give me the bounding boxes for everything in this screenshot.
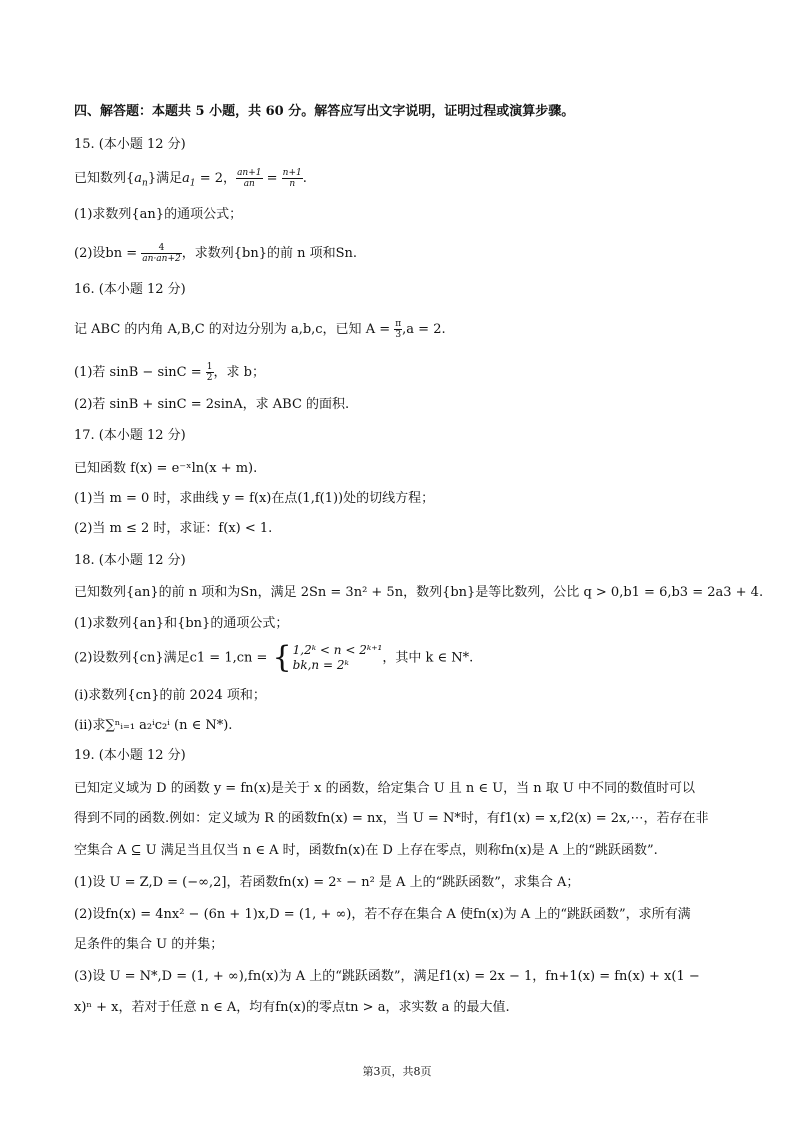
q18-part-i: (i)求数列{cn}的前 2024 项和； [74,688,266,703]
q17-part-1: (1)当 m = 0 时，求曲线 y = f(x)在点(1,f(1))处的切线方程； [74,491,435,506]
q15-header: 15. (本小题 12 分) [74,137,186,152]
q18-cases [293,643,383,673]
q18-part-ii: (ii)求∑ⁿᵢ₌₁ a₂ⁱc₂ⁱ (n ∈ N*). [74,718,233,733]
q15-part-1: (1)求数列{an}的通项公式； [74,207,243,222]
q19-part-2b: 足条件的集合 U 的并集； [74,937,224,952]
q16-stem [74,319,446,340]
q19-part-3a: (3)设 U = N*,D = (1, + ∞),fn(x)为 A 上的“跳跃函数”，满足f1(x) = 2x − 1，fn+1(x) = fn(x) + x(1 − [74,969,700,984]
q16-frac: $\frac{\pi}{3}$ [395,319,402,340]
q18-p2-b: ，其中 k ∈ N*. [382,650,474,666]
q15-stem-end: . [302,171,307,186]
q16-stem-a: 记 ABC 的内角 A,B,C 的对边分别为 a,b,c，已知 A = [74,322,395,337]
q18-stem: 已知数列{an}的前 n 项和为Sn，满足 2Sn = 3n² + 5n，数列{bn}是等比数列，公比 q > 0,b1 = 6,b3 = 2a3 + 4. [74,585,764,600]
q18-case-1: 1,2ᵏ < n < 2ᵏ⁺¹ [292,643,383,657]
q16-p1-b: ，求 b； [213,365,265,380]
q19-part-3b: x)ⁿ + x，若对于任意 n ∈ A，均有fn(x)的零点tn > a，求实数 a 的最大值. [74,1000,510,1015]
q16-p1-frac: $\frac{1}{2}$ [206,362,213,383]
q18-header: 18. (本小题 12 分) [74,553,186,568]
q16-p1-a: (1)若 sinB − sinC = [74,365,206,380]
q19-line-3: 空集合 A ⊆ U 满足当且仅当 n ∈ A 时，函数fn(x)在 D 上存在零点，则称fn(x)是 A 上的“跳跃函数”. [74,843,658,858]
q18-part-2 [74,640,474,675]
q16-part-1 [74,362,265,383]
q19-header: 19. (本小题 12 分) [74,748,186,763]
q19-line-2: 得到不同的函数.例如：定义域为 R 的函数fn(x) = nx，当 U = N*时，有f1(x) = x,f2(x) = 2x,⋯，若存在非 [74,811,709,826]
q15-p2-b: ，求数列{bn}的前 n 项和Sn. [181,246,358,261]
q16-stem-b: ,a = 2. [402,322,446,337]
q18-p2-a: (2)设数列{cn}满足c1 = 1,cn = [74,650,272,666]
q16-header: 16. (本小题 12 分) [74,282,186,297]
q18-case-2: bk,n = 2ᵏ [292,658,349,672]
page-footer: 第3页，共8页 [362,1065,432,1078]
q15-an: $a_n$ [134,171,148,189]
q19-part-2a: (2)设fn(x) = 4nx² − (6n + 1)x,D = (1, + ∞)，若不存在集合 A 使fn(x)为 A 上的“跳跃函数”，求所有满 [74,907,691,922]
q16-part-2: (2)若 sinB + sinC = 2sinA，求 ABC 的面积. [74,397,350,412]
q17-stem: 已知函数 f(x) = e⁻ˣln(x + m). [74,461,258,476]
q15-part-2 [74,243,357,264]
q15-stem-a: 已知数列{ [74,171,135,186]
q15-frac-1: $\frac{an+1}{an}$ [237,168,262,189]
q15-p2-frac: $\frac{4}{an\cdot an+2}$ [142,243,181,264]
q19-part-1: (1)设 U = Z,D = (−∞,2]，若函数fn(x) = 2ˣ − n² 是 A 上的“跳跃函数”，求集合 A； [74,875,580,890]
q15-eq: = [262,171,282,186]
brace-icon: { [272,640,292,675]
q18-part-1: (1)求数列{an}和{bn}的通项公式； [74,616,289,631]
q15-stem [74,168,307,192]
q15-stem-c: = 2， [195,171,237,186]
section-heading: 四、解答题：本题共 5 小题，共 60 分。解答应写出文字说明，证明过程或演算步骤。 [74,104,575,119]
q15-p2-a: (2)设bn = [74,246,142,261]
q15-a1: $a_1$ [182,171,196,189]
q15-stem-b: }满足 [147,171,183,186]
q17-part-2: (2)当 m ≤ 2 时，求证：f(x) < 1. [74,521,273,536]
q17-header: 17. (本小题 12 分) [74,428,186,443]
q19-line-1: 已知定义域为 D 的函数 y = fn(x)是关于 x 的函数，给定集合 U 且 n ∈ U，当 n 取 U 中不同的数值时可以 [74,781,696,796]
q15-frac-2: $\frac{n+1}{n}$ [282,168,302,189]
